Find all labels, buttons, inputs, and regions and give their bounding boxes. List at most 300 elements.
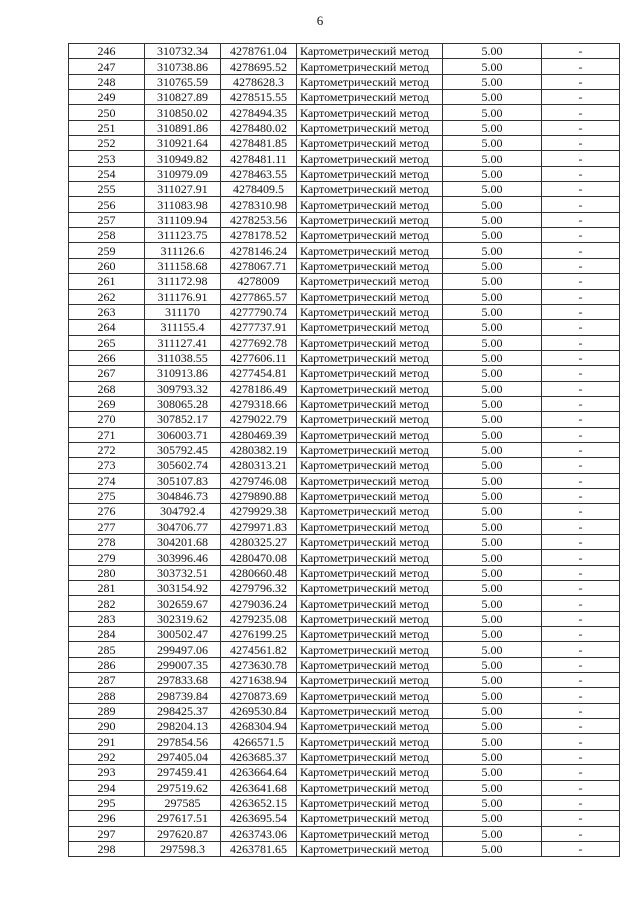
description-cell: - (542, 749, 620, 764)
table-row (69, 565, 620, 580)
coord-y-cell: 4278253.56 (221, 212, 297, 227)
accuracy-cell: 5.00 (443, 304, 542, 319)
method-cell: Картометрический метод (297, 412, 443, 427)
description-cell: - (542, 258, 620, 273)
point-number-cell: 297 (69, 826, 145, 841)
point-number-cell: 256 (69, 197, 145, 212)
coord-y-cell: 4279036.24 (221, 596, 297, 611)
method-cell: Картометрический метод (297, 719, 443, 734)
accuracy-cell: 5.00 (443, 243, 542, 258)
point-number-cell: 284 (69, 627, 145, 642)
table-row (69, 197, 620, 212)
coord-y-cell: 4277790.74 (221, 304, 297, 319)
method-cell: Картометрический метод (297, 243, 443, 258)
coord-y-cell: 4278178.52 (221, 228, 297, 243)
accuracy-cell: 5.00 (443, 136, 542, 151)
table-row (69, 780, 620, 795)
accuracy-cell: 5.00 (443, 719, 542, 734)
description-cell: - (542, 581, 620, 596)
description-cell: - (542, 90, 620, 105)
coord-y-cell: 4279235.08 (221, 611, 297, 626)
table-row (69, 182, 620, 197)
accuracy-cell: 5.00 (443, 90, 542, 105)
point-number-cell: 251 (69, 120, 145, 135)
coord-x-cell: 311155.4 (145, 320, 221, 335)
method-cell: Картометрический метод (297, 59, 443, 74)
coord-y-cell: 4280382.19 (221, 442, 297, 457)
description-cell: - (542, 320, 620, 335)
method-cell: Картометрический метод (297, 550, 443, 565)
coord-y-cell: 4263695.54 (221, 811, 297, 826)
coord-x-cell: 297519.62 (145, 780, 221, 795)
coord-x-cell: 297598.3 (145, 841, 221, 856)
description-cell: - (542, 136, 620, 151)
method-cell: Картометрический метод (297, 442, 443, 457)
coord-y-cell: 4276199.25 (221, 627, 297, 642)
accuracy-cell: 5.00 (443, 734, 542, 749)
accuracy-cell: 5.00 (443, 765, 542, 780)
point-number-cell: 265 (69, 335, 145, 350)
description-cell: - (542, 535, 620, 550)
coord-x-cell: 310979.09 (145, 166, 221, 181)
table-row (69, 734, 620, 749)
method-cell: Картометрический метод (297, 105, 443, 120)
description-cell: - (542, 44, 620, 59)
point-number-cell: 269 (69, 396, 145, 411)
coord-x-cell: 299007.35 (145, 657, 221, 672)
table-row (69, 765, 620, 780)
coord-y-cell: 4277737.91 (221, 320, 297, 335)
description-cell: - (542, 841, 620, 856)
method-cell: Картометрический метод (297, 396, 443, 411)
coord-x-cell: 311109.94 (145, 212, 221, 227)
accuracy-cell: 5.00 (443, 841, 542, 856)
table-row (69, 366, 620, 381)
point-number-cell: 283 (69, 611, 145, 626)
point-number-cell: 290 (69, 719, 145, 734)
method-cell: Картометрический метод (297, 504, 443, 519)
description-cell: - (542, 166, 620, 181)
description-cell: - (542, 550, 620, 565)
accuracy-cell: 5.00 (443, 166, 542, 181)
coord-y-cell: 4279318.66 (221, 396, 297, 411)
coord-x-cell: 310850.02 (145, 105, 221, 120)
coord-x-cell: 308065.28 (145, 396, 221, 411)
coord-y-cell: 4263685.37 (221, 749, 297, 764)
method-cell: Картометрический метод (297, 826, 443, 841)
point-number-cell: 277 (69, 519, 145, 534)
accuracy-cell: 5.00 (443, 289, 542, 304)
accuracy-cell: 5.00 (443, 795, 542, 810)
point-number-cell: 262 (69, 289, 145, 304)
point-number-cell: 281 (69, 581, 145, 596)
accuracy-cell: 5.00 (443, 396, 542, 411)
accuracy-cell: 5.00 (443, 488, 542, 503)
point-number-cell: 249 (69, 90, 145, 105)
method-cell: Картометрический метод (297, 182, 443, 197)
coord-y-cell: 4278481.85 (221, 136, 297, 151)
coord-y-cell: 4280660.48 (221, 565, 297, 580)
accuracy-cell: 5.00 (443, 565, 542, 580)
coord-y-cell: 4278481.11 (221, 151, 297, 166)
accuracy-cell: 5.00 (443, 627, 542, 642)
description-cell: - (542, 519, 620, 534)
coord-y-cell: 4278494.35 (221, 105, 297, 120)
table-row (69, 442, 620, 457)
accuracy-cell: 5.00 (443, 427, 542, 442)
description-cell: - (542, 627, 620, 642)
description-cell: - (542, 105, 620, 120)
accuracy-cell: 5.00 (443, 550, 542, 565)
accuracy-cell: 5.00 (443, 228, 542, 243)
description-cell: - (542, 703, 620, 718)
coord-y-cell: 4278480.02 (221, 120, 297, 135)
description-cell: - (542, 688, 620, 703)
point-number-cell: 250 (69, 105, 145, 120)
description-cell: - (542, 304, 620, 319)
table-row (69, 504, 620, 519)
description-cell: - (542, 182, 620, 197)
accuracy-cell: 5.00 (443, 197, 542, 212)
method-cell: Картометрический метод (297, 320, 443, 335)
accuracy-cell: 5.00 (443, 749, 542, 764)
method-cell: Картометрический метод (297, 642, 443, 657)
coord-x-cell: 305602.74 (145, 458, 221, 473)
point-number-cell: 255 (69, 182, 145, 197)
description-cell: - (542, 504, 620, 519)
point-number-cell: 279 (69, 550, 145, 565)
method-cell: Картометрический метод (297, 519, 443, 534)
point-number-cell: 272 (69, 442, 145, 457)
coord-x-cell: 304706.77 (145, 519, 221, 534)
method-cell: Картометрический метод (297, 596, 443, 611)
description-cell: - (542, 442, 620, 457)
table-row (69, 749, 620, 764)
coord-x-cell: 305107.83 (145, 473, 221, 488)
table-row (69, 151, 620, 166)
coord-y-cell: 4263743.06 (221, 826, 297, 841)
accuracy-cell: 5.00 (443, 688, 542, 703)
table-row (69, 596, 620, 611)
coord-y-cell: 4280313.21 (221, 458, 297, 473)
coord-y-cell: 4279971.83 (221, 519, 297, 534)
table-row (69, 458, 620, 473)
method-cell: Картометрический метод (297, 811, 443, 826)
coord-y-cell: 4268304.94 (221, 719, 297, 734)
table-row (69, 826, 620, 841)
coord-y-cell: 4263641.68 (221, 780, 297, 795)
table-row (69, 841, 620, 856)
page-number: 6 (316, 13, 324, 28)
point-number-cell: 247 (69, 59, 145, 74)
accuracy-cell: 5.00 (443, 335, 542, 350)
table-row (69, 136, 620, 151)
coord-y-cell: 4277692.78 (221, 335, 297, 350)
method-cell: Картометрический метод (297, 304, 443, 319)
method-cell: Картометрический метод (297, 581, 443, 596)
point-number-cell: 253 (69, 151, 145, 166)
description-cell: - (542, 673, 620, 688)
description-cell: - (542, 795, 620, 810)
method-cell: Картометрический метод (297, 734, 443, 749)
accuracy-cell: 5.00 (443, 412, 542, 427)
table-row (69, 611, 620, 626)
coord-x-cell: 304846.73 (145, 488, 221, 503)
accuracy-cell: 5.00 (443, 381, 542, 396)
accuracy-cell: 5.00 (443, 274, 542, 289)
coord-x-cell: 306003.71 (145, 427, 221, 442)
coord-x-cell: 311126.6 (145, 243, 221, 258)
coord-x-cell: 311123.75 (145, 228, 221, 243)
coord-x-cell: 302659.67 (145, 596, 221, 611)
accuracy-cell: 5.00 (443, 442, 542, 457)
point-number-cell: 289 (69, 703, 145, 718)
point-number-cell: 296 (69, 811, 145, 826)
description-cell: - (542, 488, 620, 503)
point-number-cell: 274 (69, 473, 145, 488)
point-number-cell: 264 (69, 320, 145, 335)
coord-y-cell: 4277454.81 (221, 366, 297, 381)
description-cell: - (542, 74, 620, 89)
accuracy-cell: 5.00 (443, 320, 542, 335)
description-cell: - (542, 719, 620, 734)
coord-x-cell: 302319.62 (145, 611, 221, 626)
table-row (69, 795, 620, 810)
coord-x-cell: 310913.86 (145, 366, 221, 381)
description-cell: - (542, 596, 620, 611)
table-row (69, 335, 620, 350)
coord-x-cell: 311170 (145, 304, 221, 319)
accuracy-cell: 5.00 (443, 642, 542, 657)
accuracy-cell: 5.00 (443, 212, 542, 227)
description-cell: - (542, 734, 620, 749)
method-cell: Картометрический метод (297, 535, 443, 550)
method-cell: Картометрический метод (297, 841, 443, 856)
coord-y-cell: 4278409.5 (221, 182, 297, 197)
coord-x-cell: 311127.41 (145, 335, 221, 350)
method-cell: Картометрический метод (297, 673, 443, 688)
method-cell: Картометрический метод (297, 197, 443, 212)
accuracy-cell: 5.00 (443, 74, 542, 89)
coord-x-cell: 310921.64 (145, 136, 221, 151)
coord-x-cell: 303154.92 (145, 581, 221, 596)
coord-x-cell: 298739.84 (145, 688, 221, 703)
accuracy-cell: 5.00 (443, 811, 542, 826)
point-number-cell: 271 (69, 427, 145, 442)
description-cell: - (542, 657, 620, 672)
table-row (69, 274, 620, 289)
method-cell: Картометрический метод (297, 136, 443, 151)
coord-x-cell: 310765.59 (145, 74, 221, 89)
method-cell: Картометрический метод (297, 657, 443, 672)
table-row (69, 304, 620, 319)
table-row (69, 627, 620, 642)
coord-x-cell: 311172.98 (145, 274, 221, 289)
point-number-cell: 293 (69, 765, 145, 780)
point-number-cell: 252 (69, 136, 145, 151)
table-row (69, 74, 620, 89)
coord-y-cell: 4278463.55 (221, 166, 297, 181)
method-cell: Картометрический метод (297, 473, 443, 488)
point-number-cell: 263 (69, 304, 145, 319)
coord-x-cell: 304201.68 (145, 535, 221, 550)
coord-x-cell: 310891.86 (145, 120, 221, 135)
coord-x-cell: 310738.86 (145, 59, 221, 74)
coord-y-cell: 4269530.84 (221, 703, 297, 718)
method-cell: Картометрический метод (297, 488, 443, 503)
table-row (69, 212, 620, 227)
method-cell: Картометрический метод (297, 627, 443, 642)
table-row (69, 243, 620, 258)
method-cell: Картометрический метод (297, 688, 443, 703)
method-cell: Картометрический метод (297, 228, 443, 243)
description-cell: - (542, 197, 620, 212)
description-cell: - (542, 642, 620, 657)
coord-y-cell: 4278695.52 (221, 59, 297, 74)
description-cell: - (542, 59, 620, 74)
method-cell: Картометрический метод (297, 350, 443, 365)
coord-y-cell: 4278009 (221, 274, 297, 289)
table-row (69, 642, 620, 657)
accuracy-cell: 5.00 (443, 366, 542, 381)
point-number-cell: 280 (69, 565, 145, 580)
point-number-cell: 268 (69, 381, 145, 396)
method-cell: Картометрический метод (297, 212, 443, 227)
method-cell: Картометрический метод (297, 258, 443, 273)
method-cell: Картометрический метод (297, 458, 443, 473)
description-cell: - (542, 826, 620, 841)
accuracy-cell: 5.00 (443, 151, 542, 166)
method-cell: Картометрический метод (297, 703, 443, 718)
accuracy-cell: 5.00 (443, 59, 542, 74)
table-row (69, 228, 620, 243)
coord-y-cell: 4280325.27 (221, 535, 297, 550)
description-cell: - (542, 811, 620, 826)
coord-x-cell: 297617.51 (145, 811, 221, 826)
point-number-cell: 292 (69, 749, 145, 764)
coord-x-cell: 297620.87 (145, 826, 221, 841)
table-row (69, 120, 620, 135)
point-number-cell: 266 (69, 350, 145, 365)
point-number-cell: 267 (69, 366, 145, 381)
point-number-cell: 259 (69, 243, 145, 258)
table-row (69, 320, 620, 335)
coord-x-cell: 307852.17 (145, 412, 221, 427)
accuracy-cell: 5.00 (443, 458, 542, 473)
table-row (69, 581, 620, 596)
method-cell: Картометрический метод (297, 120, 443, 135)
point-number-cell: 275 (69, 488, 145, 503)
coord-y-cell: 4271638.94 (221, 673, 297, 688)
coord-y-cell: 4263664.64 (221, 765, 297, 780)
table-body (69, 44, 620, 857)
coord-y-cell: 4279796.32 (221, 581, 297, 596)
accuracy-cell: 5.00 (443, 519, 542, 534)
coord-x-cell: 311176.91 (145, 289, 221, 304)
table-row (69, 719, 620, 734)
point-number-cell: 295 (69, 795, 145, 810)
coord-x-cell: 310827.89 (145, 90, 221, 105)
point-number-cell: 285 (69, 642, 145, 657)
point-number-cell: 294 (69, 780, 145, 795)
coord-y-cell: 4263652.15 (221, 795, 297, 810)
coord-x-cell: 310732.34 (145, 44, 221, 59)
coord-x-cell: 311027.91 (145, 182, 221, 197)
description-cell: - (542, 350, 620, 365)
method-cell: Картометрический метод (297, 151, 443, 166)
method-cell: Картометрический метод (297, 366, 443, 381)
point-number-cell: 261 (69, 274, 145, 289)
coord-x-cell: 297854.56 (145, 734, 221, 749)
point-number-cell: 246 (69, 44, 145, 59)
accuracy-cell: 5.00 (443, 105, 542, 120)
coord-x-cell: 299497.06 (145, 642, 221, 657)
point-number-cell: 291 (69, 734, 145, 749)
coord-y-cell: 4278146.24 (221, 243, 297, 258)
coord-y-cell: 4270873.69 (221, 688, 297, 703)
accuracy-cell: 5.00 (443, 581, 542, 596)
table-row (69, 519, 620, 534)
description-cell: - (542, 289, 620, 304)
coord-y-cell: 4277606.11 (221, 350, 297, 365)
point-number-cell: 260 (69, 258, 145, 273)
accuracy-cell: 5.00 (443, 350, 542, 365)
coord-y-cell: 4278628.3 (221, 74, 297, 89)
coord-y-cell: 4279746.08 (221, 473, 297, 488)
table-row (69, 381, 620, 396)
coord-y-cell: 4278186.49 (221, 381, 297, 396)
table-row (69, 412, 620, 427)
accuracy-cell: 5.00 (443, 44, 542, 59)
description-cell: - (542, 212, 620, 227)
accuracy-cell: 5.00 (443, 596, 542, 611)
table-row (69, 673, 620, 688)
description-cell: - (542, 780, 620, 795)
accuracy-cell: 5.00 (443, 703, 542, 718)
point-number-cell: 286 (69, 657, 145, 672)
coord-y-cell: 4280469.39 (221, 427, 297, 442)
coord-x-cell: 297833.68 (145, 673, 221, 688)
description-cell: - (542, 458, 620, 473)
coord-x-cell: 304792.4 (145, 504, 221, 519)
accuracy-cell: 5.00 (443, 780, 542, 795)
coord-y-cell: 4278515.55 (221, 90, 297, 105)
point-number-cell: 298 (69, 841, 145, 856)
description-cell: - (542, 396, 620, 411)
description-cell: - (542, 228, 620, 243)
method-cell: Картометрический метод (297, 565, 443, 580)
coord-y-cell: 4279890.88 (221, 488, 297, 503)
point-number-cell: 273 (69, 458, 145, 473)
description-cell: - (542, 565, 620, 580)
coord-x-cell: 305792.45 (145, 442, 221, 457)
method-cell: Картометрический метод (297, 90, 443, 105)
table-row (69, 473, 620, 488)
method-cell: Картометрический метод (297, 44, 443, 59)
table-row (69, 90, 620, 105)
coord-y-cell: 4279929.38 (221, 504, 297, 519)
coord-y-cell: 4277865.57 (221, 289, 297, 304)
table-row (69, 258, 620, 273)
coord-x-cell: 309793.32 (145, 381, 221, 396)
description-cell: - (542, 335, 620, 350)
coord-y-cell: 4278761.04 (221, 44, 297, 59)
coord-y-cell: 4278067.71 (221, 258, 297, 273)
method-cell: Картометрический метод (297, 765, 443, 780)
description-cell: - (542, 412, 620, 427)
accuracy-cell: 5.00 (443, 657, 542, 672)
coord-x-cell: 298204.13 (145, 719, 221, 734)
